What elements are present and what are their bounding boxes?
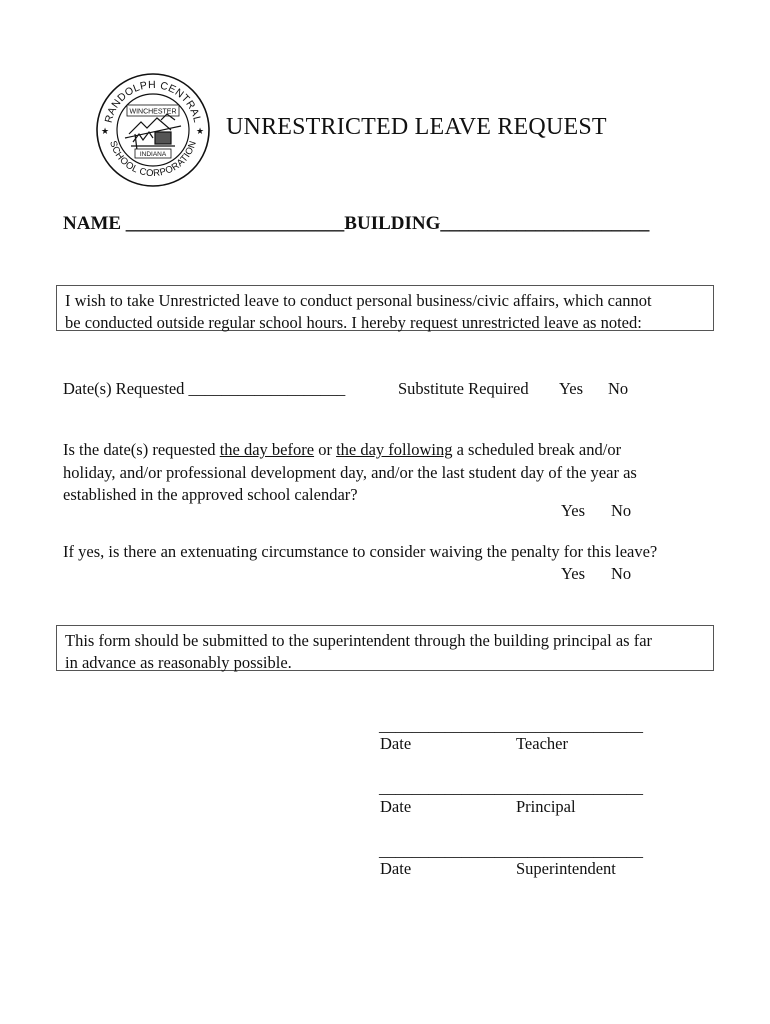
question1-suffix: a scheduled break and/or bbox=[452, 440, 622, 459]
day-following-text: the day following bbox=[336, 440, 453, 459]
notice-line-1: This form should be submitted to the superintendent through the building principal as far bbox=[65, 631, 653, 650]
substitute-no-option: No bbox=[608, 379, 629, 398]
dates-requested-field: Date(s) Requested ___________________ bbox=[63, 379, 346, 398]
teacher-date-label: Date bbox=[380, 734, 412, 753]
seal-banner-top: WINCHESTER bbox=[129, 108, 177, 116]
principal-date-label: Date bbox=[380, 797, 412, 816]
day-before-text: the day before bbox=[219, 440, 315, 459]
question1-line-1 bbox=[63, 439, 637, 462]
superintendent-date-label: Date bbox=[380, 859, 412, 878]
teacher-signature-line: ________________________________ bbox=[379, 716, 643, 735]
submission-notice-box bbox=[56, 625, 714, 671]
principal-signature-line: ________________________________ bbox=[379, 778, 643, 797]
seal-star-left-icon: ★ bbox=[101, 126, 110, 136]
school-seal-logo bbox=[95, 72, 211, 188]
question2-no-option: No bbox=[611, 564, 632, 583]
form-title: UNRESTRICTED LEAVE REQUEST bbox=[226, 114, 607, 140]
question1-line-3: established in the approved school calendar? bbox=[63, 485, 358, 504]
substitute-yes-option: Yes bbox=[559, 379, 584, 398]
intro-line-2: be conducted outside regular school hours. I hereby request unrestricted leave as noted: bbox=[65, 313, 642, 332]
question1-line-2: holiday, and/or professional development day, and/or the last student day of the year as bbox=[63, 462, 637, 482]
question-break-day bbox=[63, 439, 637, 507]
question-extenuating: If yes, is there an extenuating circumstance to consider waiving the penalty for this leave? bbox=[63, 542, 658, 561]
question1-prefix: Is the date(s) requested bbox=[63, 440, 220, 459]
intro-line-1: I wish to take Unrestricted leave to conduct personal business/civic affairs, which cannot bbox=[65, 291, 652, 310]
intro-statement-box bbox=[56, 285, 714, 331]
seal-banner-bottom: INDIANA bbox=[139, 151, 167, 158]
question1-yes-option: Yes bbox=[561, 501, 586, 520]
notice-line-2: in advance as reasonably possible. bbox=[65, 653, 292, 672]
seal-top-text: RANDOLPH CENTRAL bbox=[102, 78, 204, 125]
principal-label: Principal bbox=[516, 797, 576, 816]
question2-yes-option: Yes bbox=[561, 564, 586, 583]
substitute-required-label: Substitute Required bbox=[398, 379, 529, 398]
seal-star-right-icon: ★ bbox=[196, 126, 205, 136]
seal-emblem-icon bbox=[125, 114, 181, 150]
superintendent-signature-line: ________________________________ bbox=[379, 841, 643, 860]
teacher-label: Teacher bbox=[516, 734, 568, 753]
seal-bottom-text: SCHOOL CORPORATION bbox=[107, 139, 199, 180]
question1-no-option: No bbox=[611, 501, 632, 520]
name-building-row: NAME _______________________BUILDING______________________ bbox=[63, 213, 650, 234]
question1-mid: or bbox=[314, 440, 337, 459]
superintendent-label: Superintendent bbox=[516, 859, 616, 878]
